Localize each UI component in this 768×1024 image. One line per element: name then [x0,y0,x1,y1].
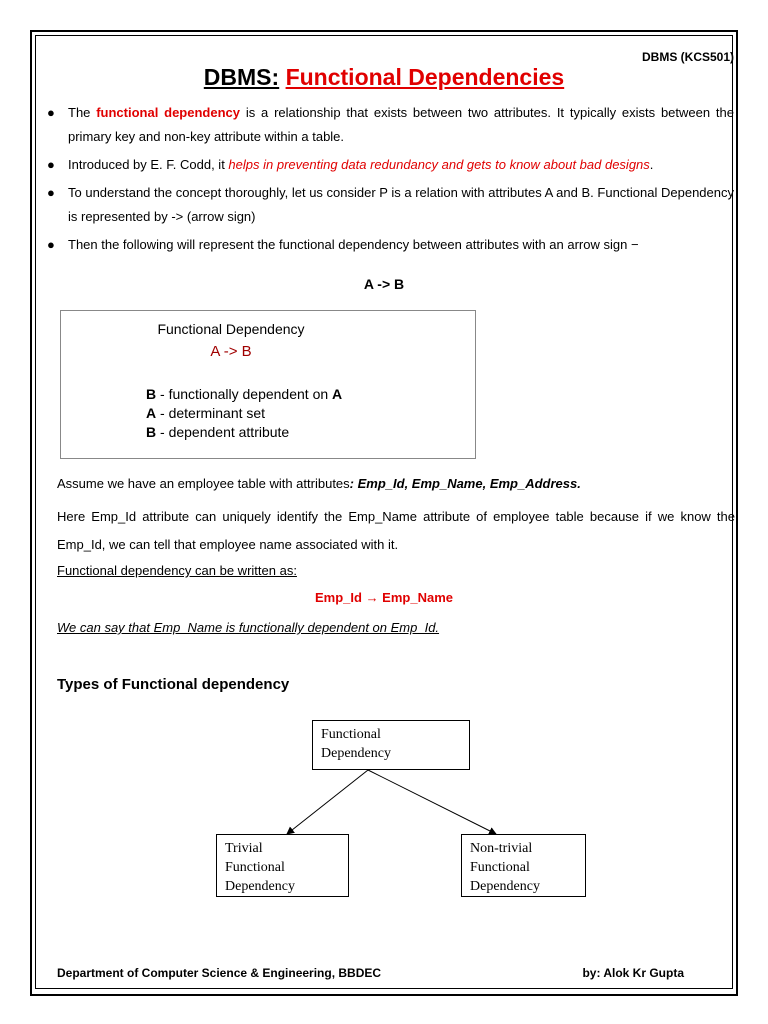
course-code: DBMS (KCS501) [641,50,734,64]
italic-highlight: helps in preventing data redundancy and gets to know about bad designs [228,157,650,172]
bullet-dot-icon: ● [47,237,55,252]
tree-node-nontrivial: Non-trivial Functional Dependency [461,834,586,897]
assume-paragraph: Assume we have an employee table with attributes: Emp_Id, Emp_Name, Emp_Address. [57,476,581,491]
fd-box-line: B - functionally dependent on A [146,386,343,402]
footer-department: Department of Computer Science & Engineering, BBDEC [57,966,382,980]
attribute-list: : Emp_Id, Emp_Name, Emp_Address. [349,476,581,491]
bullet-dot-icon: ● [47,185,55,200]
tree-node-root: Functional Dependency [312,720,470,770]
explanation-paragraph: Here Emp_Id attribute can uniquely identify the Emp_Name attribute of employee table because if we know the Emp_Id, we can tell that employee name associated with it. [57,509,735,552]
bullet-dot-icon: ● [47,105,55,120]
footer-author: by: Alok Kr Gupta [582,966,684,980]
written-as-label: Functional dependency can be written as: [57,563,297,578]
bullet-item: ● The functional dependency is a relationship that exists between two attributes. It typically exists between the primary key and non-key attribute within a table. [44,101,734,149]
bullet-dot-icon: ● [47,157,55,172]
connector-left [287,770,368,834]
fd-box-line: A - determinant set [146,405,266,421]
fd-box-title: Functional Dependency [157,321,305,337]
title-main: Functional Dependencies [285,64,565,90]
connector-right [368,770,496,834]
dependency-expression: Emp_Id → Emp_Name [315,590,453,605]
conclusion-text: We can say that Emp_Name is functionally dependent on Emp_Id. [57,620,440,635]
bullet-item: ● Introduced by E. F. Codd, it helps in preventing data redundancy and gets to know about bad designs. [44,153,734,177]
bullet-item: ● To understand the concept thoroughly, let us consider P is a relation with attributes A and B. Functional Dependency is represented by -> (arrow sign) [44,181,734,229]
types-heading: Types of Functional dependency [57,676,290,693]
tree-node-trivial: Trivial Functional Dependency [216,834,349,897]
fd-box-line: B - dependent attribute [146,424,290,440]
title-prefix: DBMS: [203,64,280,90]
bullet-item: ● Then the following will represent the functional dependency between attributes with an arrow sign − [44,233,734,257]
fd-box-notation: A -> B [210,343,252,360]
term-highlight: functional dependency [96,105,240,120]
arrow-notation: A -> B [363,276,405,292]
